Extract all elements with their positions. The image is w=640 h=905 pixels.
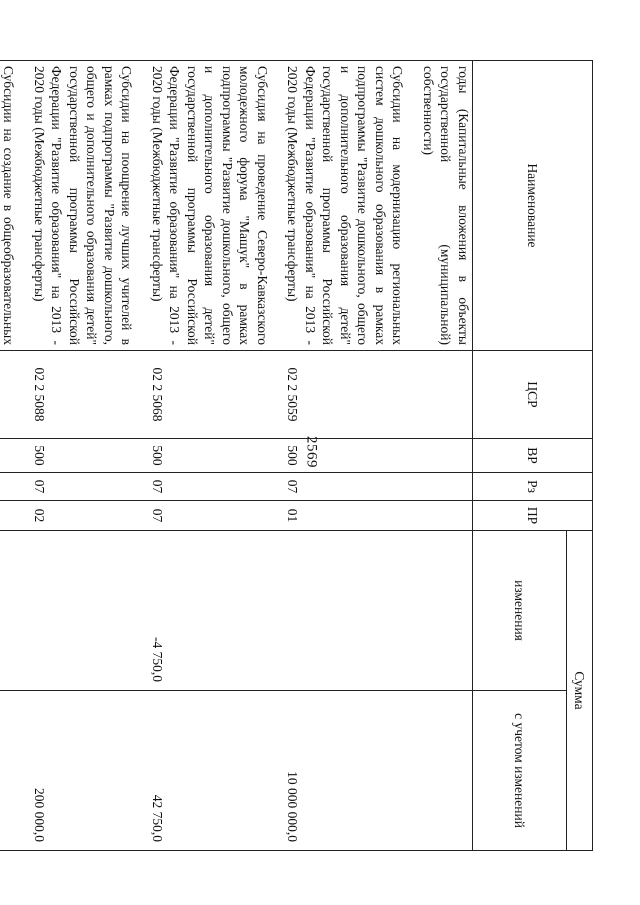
row-name: Субсидии на модернизацию региональных систем дошкольного образования в рамках подпрограммы "Развитие дошкольного, общего и дополнительного образования детей" государственной программы Российской Федерации "Развитие образования" на 2013 - 2020 годы (Межбюджетные трансферты) xyxy=(277,61,413,351)
row-vr xyxy=(413,439,473,473)
row-name: Субсидии на поощрение лучших учителей в рамках подпрограммы "Развитие дошкольного, общего и дополнительного образования детей" государственной программы Российской Федерации "Развитие образования" на 2013 - 2020 годы (Межбюджетные трансферты) xyxy=(24,61,142,351)
table-row xyxy=(413,61,473,851)
header-with-changes: с учетом изменений xyxy=(473,691,567,851)
row-change xyxy=(413,531,473,691)
row-csr: 02 2 5088 xyxy=(24,351,142,439)
header-csr: ЦСР xyxy=(473,351,593,439)
header-rz: Рз xyxy=(473,473,593,501)
row-vr: 500 xyxy=(277,439,413,473)
row-total: 200 000,0 xyxy=(24,691,142,851)
row-pr xyxy=(0,501,24,531)
row-pr: 07 xyxy=(142,501,278,531)
row-vr: 500 xyxy=(142,439,278,473)
table-row xyxy=(277,61,413,851)
table-row xyxy=(0,61,24,851)
page-number: 2569 xyxy=(303,436,320,468)
row-total xyxy=(413,691,473,851)
rotated-page-content xyxy=(1,60,593,850)
row-total: 42 750,0 xyxy=(142,691,278,851)
row-name: годы (Капитальные вложения в объекты государственной (муниципальной) собственности) xyxy=(413,61,473,351)
header-pr: ПР xyxy=(473,501,593,531)
row-rz xyxy=(413,473,473,501)
header-vr: ВР xyxy=(473,439,593,473)
row-csr: 02 2 5059 xyxy=(277,351,413,439)
row-vr xyxy=(0,439,24,473)
row-change: -4 750,0 xyxy=(142,531,278,691)
row-csr: 02 2 5068 xyxy=(142,351,278,439)
table-header xyxy=(473,61,593,851)
budget-table xyxy=(0,60,593,851)
row-rz xyxy=(0,473,24,501)
row-csr xyxy=(0,351,24,439)
row-change xyxy=(277,531,413,691)
row-rz: 07 xyxy=(24,473,142,501)
row-change xyxy=(0,531,24,691)
row-total xyxy=(0,691,24,851)
row-csr xyxy=(413,351,473,439)
table-row xyxy=(142,61,278,851)
row-vr: 500 xyxy=(24,439,142,473)
row-pr xyxy=(413,501,473,531)
table-body xyxy=(0,61,473,851)
header-sum: Сумма xyxy=(567,531,593,851)
table-row xyxy=(24,61,142,851)
row-name: Субсидии на создание в общеобразовательных xyxy=(0,61,24,351)
row-total: 10 000 000,0 xyxy=(277,691,413,851)
row-rz: 07 xyxy=(142,473,278,501)
header-name: Наименование xyxy=(473,61,593,351)
row-change xyxy=(24,531,142,691)
row-pr: 01 xyxy=(277,501,413,531)
row-rz: 07 xyxy=(277,473,413,501)
row-name: Субсидия на проведение Северо-Кавказского молодежного форума "Машук" в рамках подпрограммы "Развитие дошкольного, общего и дополнительного образования детей" государственной программы Российской Федерации "Развитие образования" на 2013 - 2020 годы (Межбюджетные трансферты) xyxy=(142,61,278,351)
header-change: изменения xyxy=(473,531,567,691)
row-pr: 02 xyxy=(24,501,142,531)
